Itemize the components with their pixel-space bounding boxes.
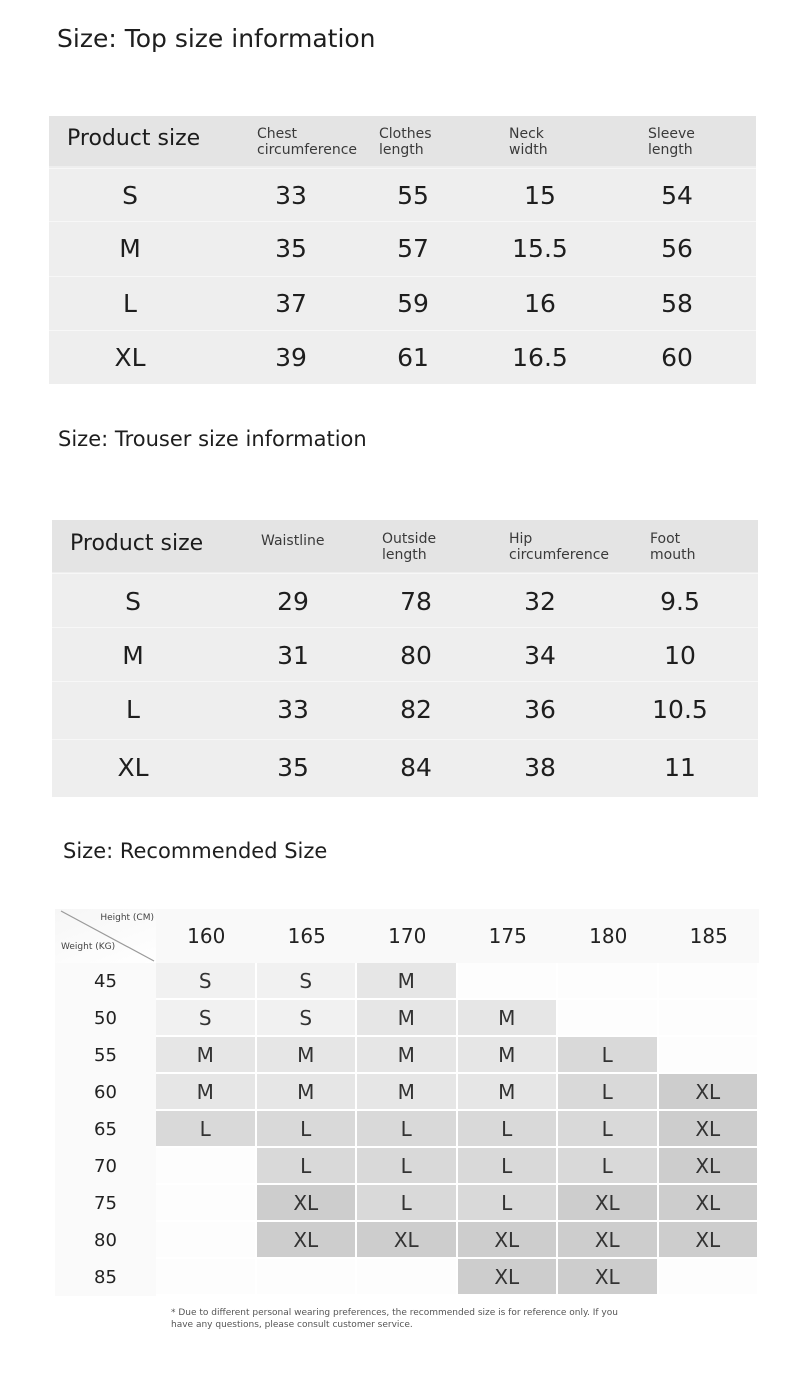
size-row-xl	[49, 330, 756, 384]
size-recommendation-cell: XL	[659, 1111, 760, 1148]
size-row-l	[52, 681, 758, 737]
empty-grid-cell	[156, 1259, 257, 1296]
size-value: 82	[400, 695, 432, 724]
col-header-hip: Hip circumference	[509, 531, 610, 563]
height-header-180: 180	[558, 909, 659, 963]
height-axis-label: Height (CM)	[100, 913, 154, 923]
size-value: 84	[400, 753, 432, 782]
size-recommendation-cell: L	[357, 1185, 458, 1222]
size-row-m	[52, 627, 758, 683]
size-value: 34	[524, 641, 556, 670]
size-recommendation-cell: XL	[558, 1259, 659, 1296]
size-recommendation-cell: M	[458, 1074, 559, 1111]
height-header-165: 165	[257, 909, 358, 963]
col-header-outside-length: Outside length	[382, 531, 437, 563]
size-recommendation-cell: L	[257, 1148, 358, 1185]
size-recommendation-cell: XL	[357, 1222, 458, 1259]
size-value: 60	[661, 343, 693, 372]
size-recommendation-cell: L	[558, 1037, 659, 1074]
size-recommendation-cell: XL	[659, 1074, 760, 1111]
size-value: 55	[397, 181, 429, 210]
height-header-185: 185	[659, 909, 760, 963]
size-value: 54	[661, 181, 693, 210]
size-row-s	[49, 168, 756, 222]
size-value: 16.5	[512, 343, 568, 372]
col-header-foot-mouth: Foot mouth	[650, 531, 696, 563]
recommended-size-grid	[55, 909, 759, 1295]
size-recommendation-cell: XL	[257, 1185, 358, 1222]
size-recommendation-cell: XL	[659, 1222, 760, 1259]
size-recommendation-cell: L	[458, 1185, 559, 1222]
size-recommendation-cell: L	[357, 1148, 458, 1185]
size-recommendation-cell: L	[156, 1111, 257, 1148]
size-recommendation-cell: S	[156, 963, 257, 1000]
size-label: M	[119, 234, 141, 263]
size-label: S	[125, 587, 141, 616]
top-size-title: Size: Top size information	[57, 24, 376, 53]
size-recommendation-cell: L	[357, 1111, 458, 1148]
weight-label-80: 80	[55, 1222, 156, 1259]
size-row-l	[49, 276, 756, 330]
size-recommendation-cell: L	[458, 1148, 559, 1185]
size-recommendation-cell: XL	[257, 1222, 358, 1259]
weight-label-50: 50	[55, 1000, 156, 1037]
size-label: XL	[114, 343, 146, 372]
product-size-header: Product size	[67, 126, 201, 151]
empty-grid-cell	[156, 1148, 257, 1185]
size-value: 78	[400, 587, 432, 616]
empty-grid-cell	[659, 1259, 760, 1296]
empty-grid-cell	[257, 1259, 358, 1296]
size-recommendation-cell: M	[458, 1000, 559, 1037]
weight-label-45: 45	[55, 963, 156, 1000]
weight-label-55: 55	[55, 1037, 156, 1074]
size-recommendation-cell: M	[257, 1037, 358, 1074]
size-value: 31	[277, 641, 309, 670]
size-recommendation-cell: L	[558, 1148, 659, 1185]
size-recommendation-cell: M	[458, 1037, 559, 1074]
size-value: 10.5	[652, 695, 708, 724]
size-value: 36	[524, 695, 556, 724]
size-label: S	[122, 181, 138, 210]
empty-grid-cell	[659, 1037, 760, 1074]
size-value: 9.5	[660, 587, 700, 616]
size-row-s	[52, 573, 758, 629]
size-recommendation-cell: XL	[659, 1185, 760, 1222]
size-recommendation-cell: XL	[458, 1222, 559, 1259]
size-value: 35	[275, 234, 307, 263]
size-value: 61	[397, 343, 429, 372]
size-value: 35	[277, 753, 309, 782]
size-value: 32	[524, 587, 556, 616]
size-value: 59	[397, 289, 429, 318]
col-header-chest: Chest circumference	[257, 126, 358, 158]
grid-corner	[55, 909, 156, 963]
size-label: M	[122, 641, 144, 670]
size-value: 38	[524, 753, 556, 782]
col-header-waistline: Waistline	[261, 533, 325, 549]
recommended-size-title: Size: Recommended Size	[63, 839, 328, 863]
product-size-header: Product size	[70, 531, 204, 556]
size-value: 15.5	[512, 234, 568, 263]
size-recommendation-cell: M	[156, 1037, 257, 1074]
empty-grid-cell	[156, 1185, 257, 1222]
size-value: 29	[277, 587, 309, 616]
col-header-clothes-length: Clothes length	[379, 126, 432, 158]
size-label: XL	[117, 753, 149, 782]
top-size-table	[49, 116, 756, 384]
weight-axis-label: Weight (KG)	[61, 942, 116, 952]
size-value: 16	[524, 289, 556, 318]
size-value: 57	[397, 234, 429, 263]
empty-grid-cell	[659, 963, 760, 1000]
weight-label-75: 75	[55, 1185, 156, 1222]
height-header-160: 160	[156, 909, 257, 963]
size-recommendation-cell: L	[458, 1111, 559, 1148]
size-recommendation-cell: L	[257, 1111, 358, 1148]
size-value: 56	[661, 234, 693, 263]
empty-grid-cell	[558, 963, 659, 1000]
size-recommendation-cell: L	[558, 1074, 659, 1111]
trouser-size-table-header	[52, 520, 758, 572]
size-value: 37	[275, 289, 307, 318]
weight-label-60: 60	[55, 1074, 156, 1111]
top-size-table-header	[49, 116, 756, 166]
size-label: L	[123, 289, 137, 318]
empty-grid-cell	[458, 963, 559, 1000]
size-row-xl	[52, 739, 758, 795]
size-recommendation-cell: S	[156, 1000, 257, 1037]
empty-grid-cell	[659, 1000, 760, 1037]
size-recommendation-cell: XL	[659, 1148, 760, 1185]
trouser-size-table	[52, 520, 758, 797]
size-value: 39	[275, 343, 307, 372]
size-value: 11	[664, 753, 696, 782]
size-recommendation-cell: M	[357, 1037, 458, 1074]
size-recommendation-cell: M	[357, 1000, 458, 1037]
size-disclaimer-note: * Due to different personal wearing preferences, the recommended size is for reference only. If you have any questions, please consult customer service.	[171, 1308, 618, 1330]
col-header-neck-width: Neck width	[509, 126, 548, 158]
weight-label-85: 85	[55, 1259, 156, 1296]
size-value: 80	[400, 641, 432, 670]
empty-grid-cell	[156, 1222, 257, 1259]
size-recommendation-cell: XL	[558, 1185, 659, 1222]
size-value: 33	[277, 695, 309, 724]
trouser-size-title: Size: Trouser size information	[58, 427, 367, 451]
size-label: L	[126, 695, 140, 724]
size-recommendation-cell: M	[156, 1074, 257, 1111]
empty-grid-cell	[558, 1000, 659, 1037]
col-header-sleeve-length: Sleeve length	[648, 126, 695, 158]
size-value: 33	[275, 181, 307, 210]
size-value: 10	[664, 641, 696, 670]
size-recommendation-cell: S	[257, 963, 358, 1000]
empty-grid-cell	[357, 1259, 458, 1296]
height-header-175: 175	[458, 909, 559, 963]
size-recommendation-cell: M	[357, 1074, 458, 1111]
size-recommendation-cell: M	[257, 1074, 358, 1111]
size-value: 58	[661, 289, 693, 318]
height-header-170: 170	[357, 909, 458, 963]
weight-label-70: 70	[55, 1148, 156, 1185]
size-recommendation-cell: S	[257, 1000, 358, 1037]
weight-label-65: 65	[55, 1111, 156, 1148]
size-recommendation-cell: L	[558, 1111, 659, 1148]
size-recommendation-cell: M	[357, 963, 458, 1000]
size-recommendation-cell: XL	[558, 1222, 659, 1259]
size-recommendation-cell: XL	[458, 1259, 559, 1296]
size-row-m	[49, 221, 756, 275]
size-value: 15	[524, 181, 556, 210]
